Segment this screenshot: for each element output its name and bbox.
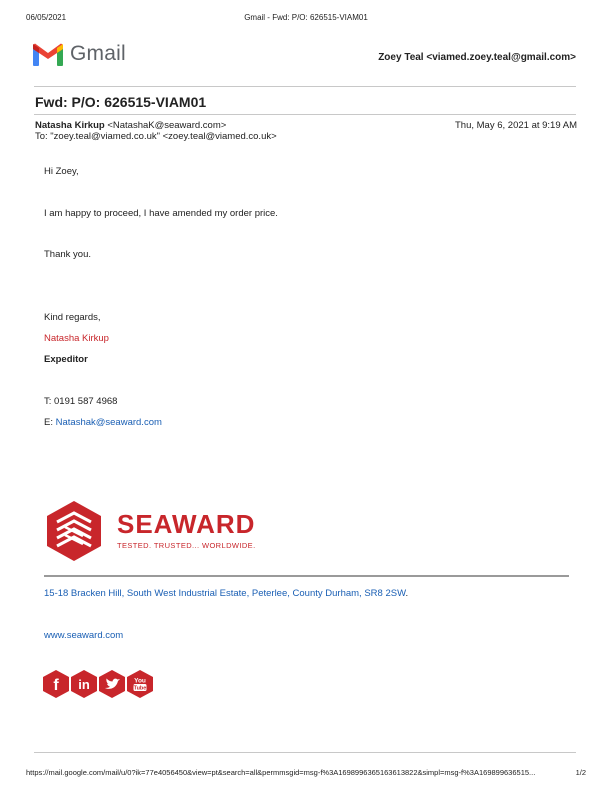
signature-title: Expeditor (44, 354, 88, 365)
page-number: 1/2 (575, 768, 586, 777)
signature-divider (44, 575, 569, 577)
youtube-icon[interactable] (127, 670, 153, 703)
closing-line: Kind regards, (44, 312, 101, 323)
gmail-wordmark: Gmail (70, 42, 126, 65)
signature-name: Natasha Kirkup (44, 333, 109, 344)
header-divider (34, 86, 576, 87)
twitter-icon[interactable] (99, 670, 125, 703)
signature-email-label: E: (44, 417, 56, 428)
address-line (44, 588, 408, 599)
signature-email-line (44, 417, 162, 428)
footer-divider (34, 752, 576, 753)
signature-email-link[interactable]: Natashak@seaward.com (55, 417, 162, 428)
email-subject: Fwd: P/O: 626515-VIAM01 (35, 94, 207, 110)
brand-name: SEAWARD (117, 509, 256, 539)
svg-text:Tube: Tube (133, 685, 147, 692)
email-datetime: Thu, May 6, 2021 at 9:19 AM (455, 120, 577, 131)
address-link[interactable]: 15-18 Bracken Hill, South West Industrial Estate, Peterlee, County Durham, SR8 2SW (44, 588, 406, 599)
thanks-line: Thank you. (44, 249, 91, 260)
gmail-m-icon (33, 43, 63, 66)
sender-email: <NatashaK@seaward.com> (107, 120, 227, 131)
signature-phone: T: 0191 587 4968 (44, 396, 118, 407)
print-title: Gmail - Fwd: P/O: 626515-VIAM01 (244, 13, 368, 22)
greeting: Hi Zoey, (44, 166, 79, 177)
account-label: Zoey Teal <viamed.zoey.teal@gmail.com> (378, 52, 576, 63)
print-url: https://mail.google.com/mail/u/0?ik=77e4056450&view=pt&search=all&permmsgid=msg-f%3A1698996365163613822&simpl=msg-f%3A169899636515... (26, 768, 536, 777)
address-end: . (405, 588, 409, 599)
svg-text:You: You (134, 677, 146, 685)
linkedin-icon[interactable] (71, 670, 97, 703)
message-line: I am happy to proceed, I have amended my order price. (44, 208, 278, 219)
gmail-logo[interactable] (33, 42, 126, 66)
seaward-logo[interactable] (43, 500, 256, 562)
seaward-emblem-icon (43, 500, 105, 562)
subject-divider (34, 114, 576, 115)
facebook-icon[interactable] (43, 670, 69, 703)
sender-line (35, 120, 226, 131)
sender-name: Natasha Kirkup (35, 120, 105, 131)
brand-tagline: TESTED. TRUSTED... WORLDWIDE. (117, 541, 256, 550)
recipient-line: To: "zoey.teal@viamed.co.uk" <zoey.teal@viamed.co.uk> (35, 131, 277, 142)
svg-text:in: in (78, 677, 90, 692)
print-date: 06/05/2021 (26, 13, 67, 22)
website-link[interactable]: www.seaward.com (44, 630, 124, 641)
svg-text:f: f (53, 677, 59, 694)
